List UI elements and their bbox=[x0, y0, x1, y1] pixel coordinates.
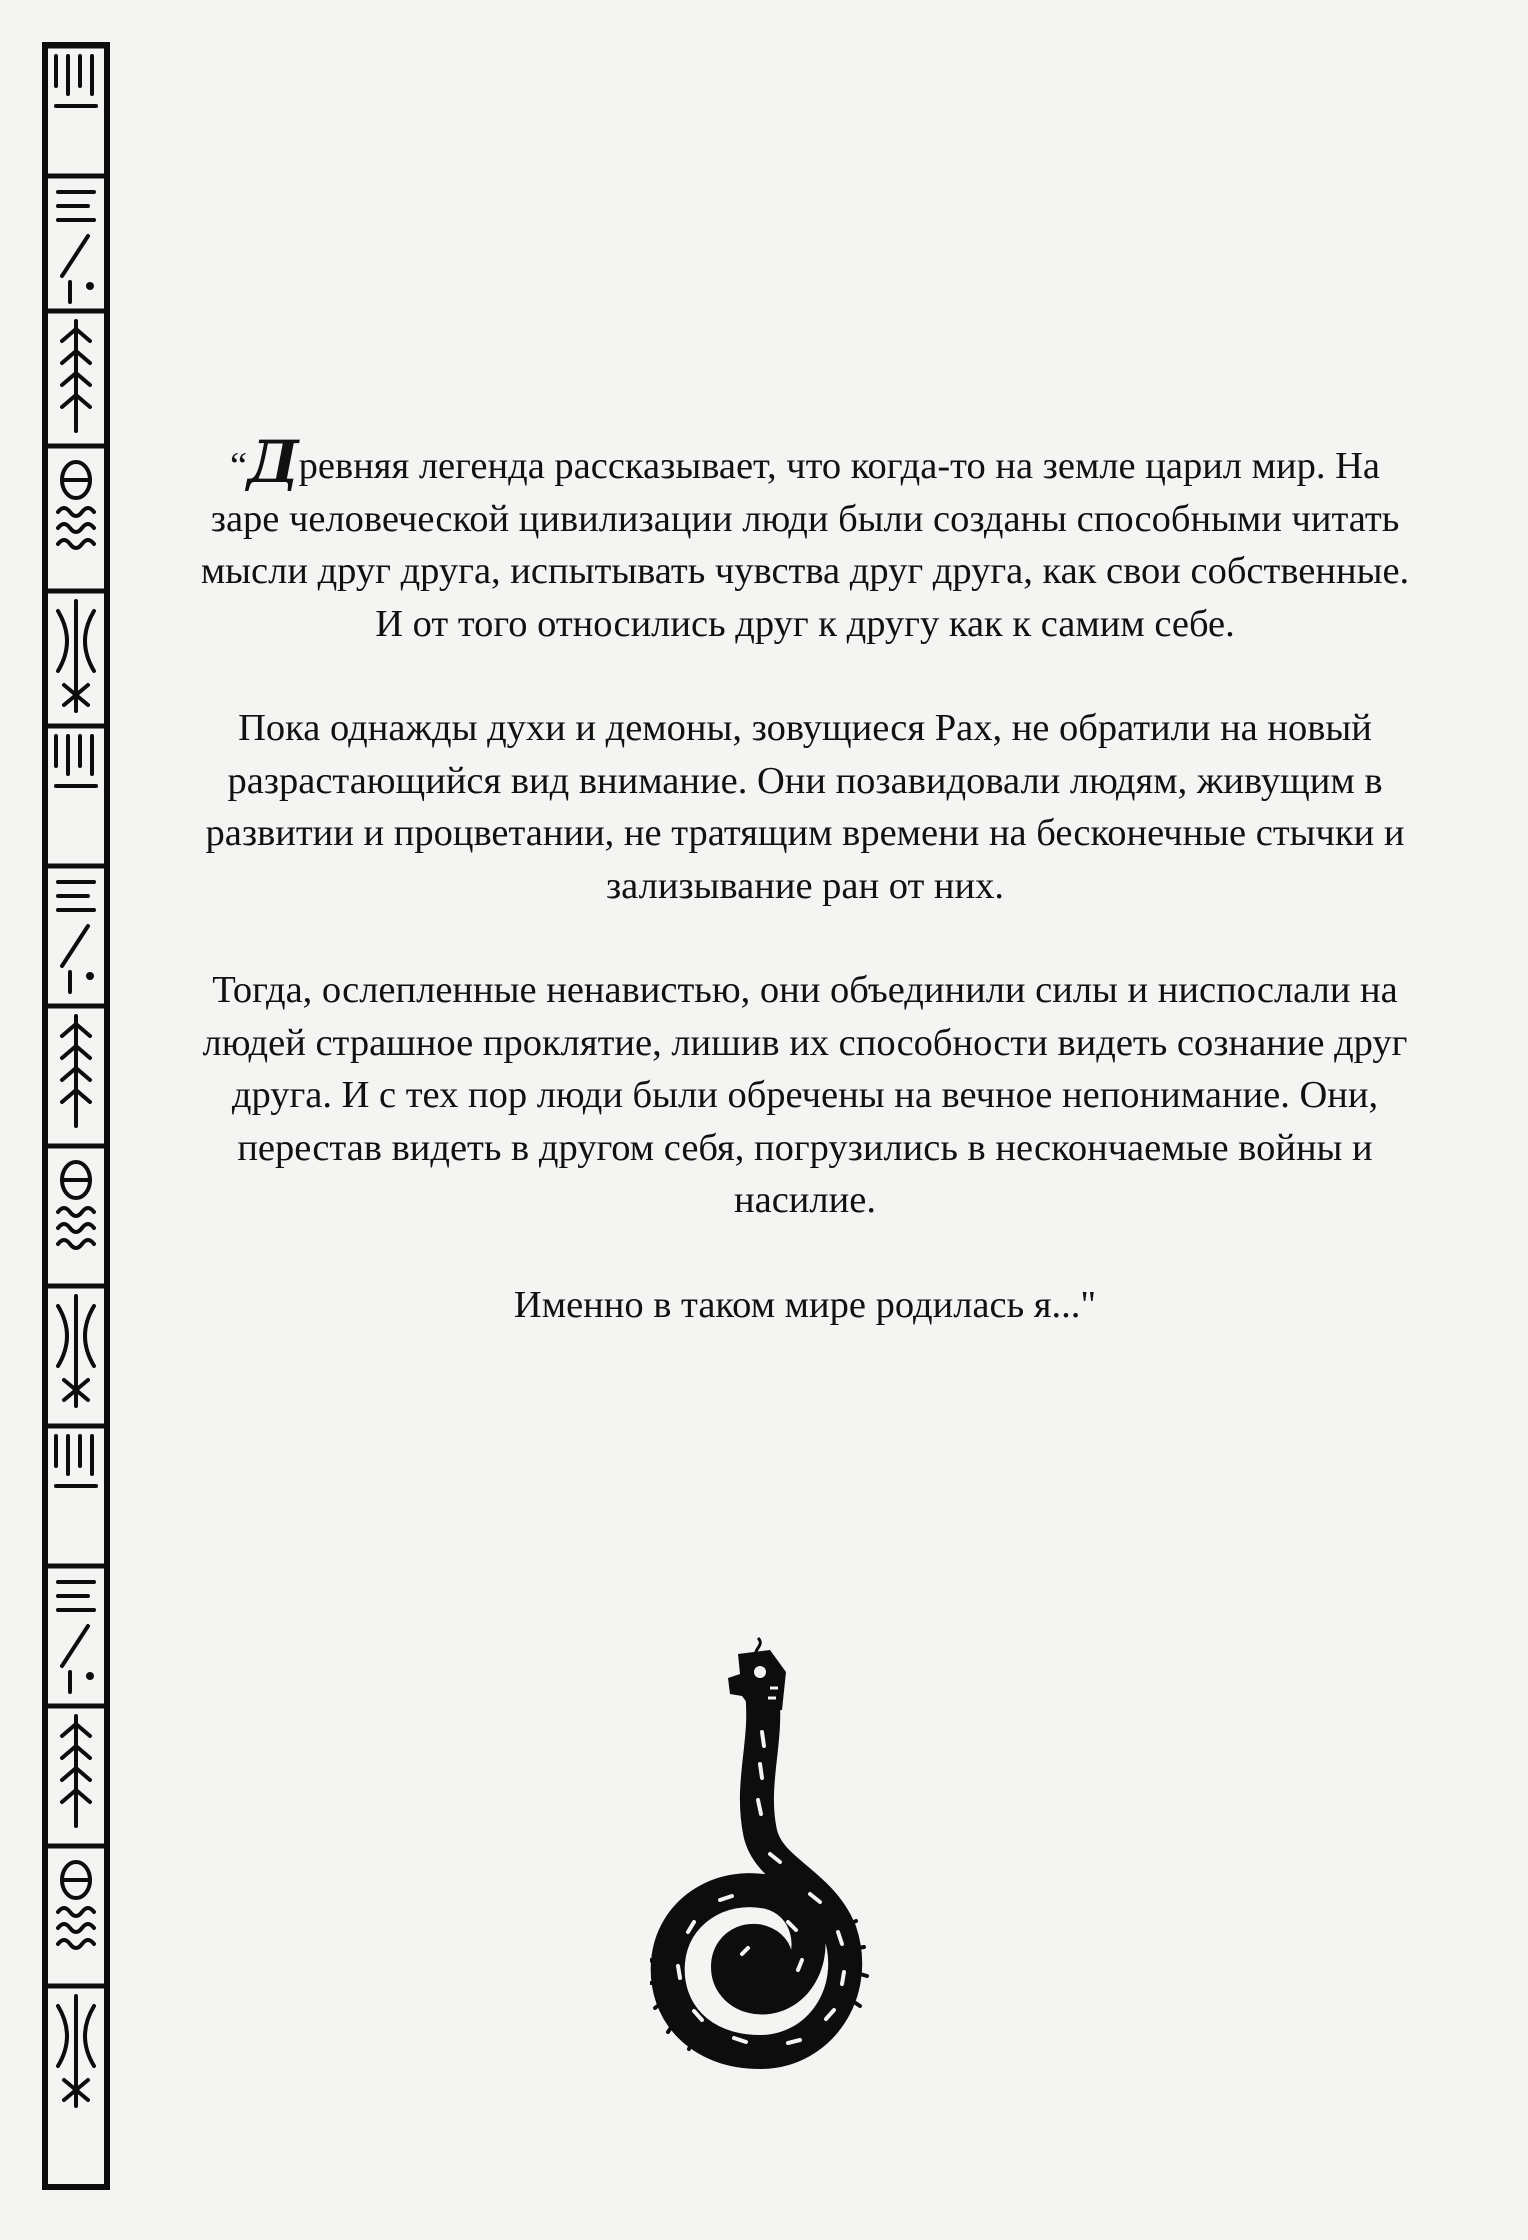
paragraph-1-text: ревняя легенда рассказывает, что когда-то на земле царил мир. На заре человеческой цивилизации люди были созданы способными читать мысли друг друга, испытывать чувства друг друга, как свои собственные. И от того относились друг к другу как к самим себе. bbox=[200, 445, 1410, 645]
paragraph-4: Именно в таком мире родилась я..." bbox=[513, 1283, 1097, 1326]
opening-quote: “ bbox=[230, 445, 248, 487]
story-text bbox=[200, 428, 1410, 1383]
paragraph-1 bbox=[200, 428, 1410, 650]
ornamental-glyph-border-icon bbox=[42, 42, 110, 2190]
paragraph-3: Тогда, ослепленные ненавистью, они объединили силы и ниспослали на людей страшное проклятие, лишив их способности видеть сознание друг друга. И с тех пор люди были обречены на вечное непонимание. Они, перестав видеть в другом себя, погрузились в нескончаемые войны и насилие. bbox=[202, 969, 1408, 1221]
ornamental-border bbox=[42, 42, 110, 2190]
paragraph-2: Пока однажды духи и демоны, зовущиеся Рах, не обратили на новый разрастающийся вид внимание. Они позавидовали людям, живущим в развитии и процветании, не тратящим времени на бесконечные стычки и зализывание ран от них. bbox=[205, 707, 1405, 907]
spiral-snake-icon bbox=[650, 1632, 890, 2072]
drop-cap: Д bbox=[247, 428, 299, 496]
snake-ornament bbox=[650, 1632, 890, 2072]
